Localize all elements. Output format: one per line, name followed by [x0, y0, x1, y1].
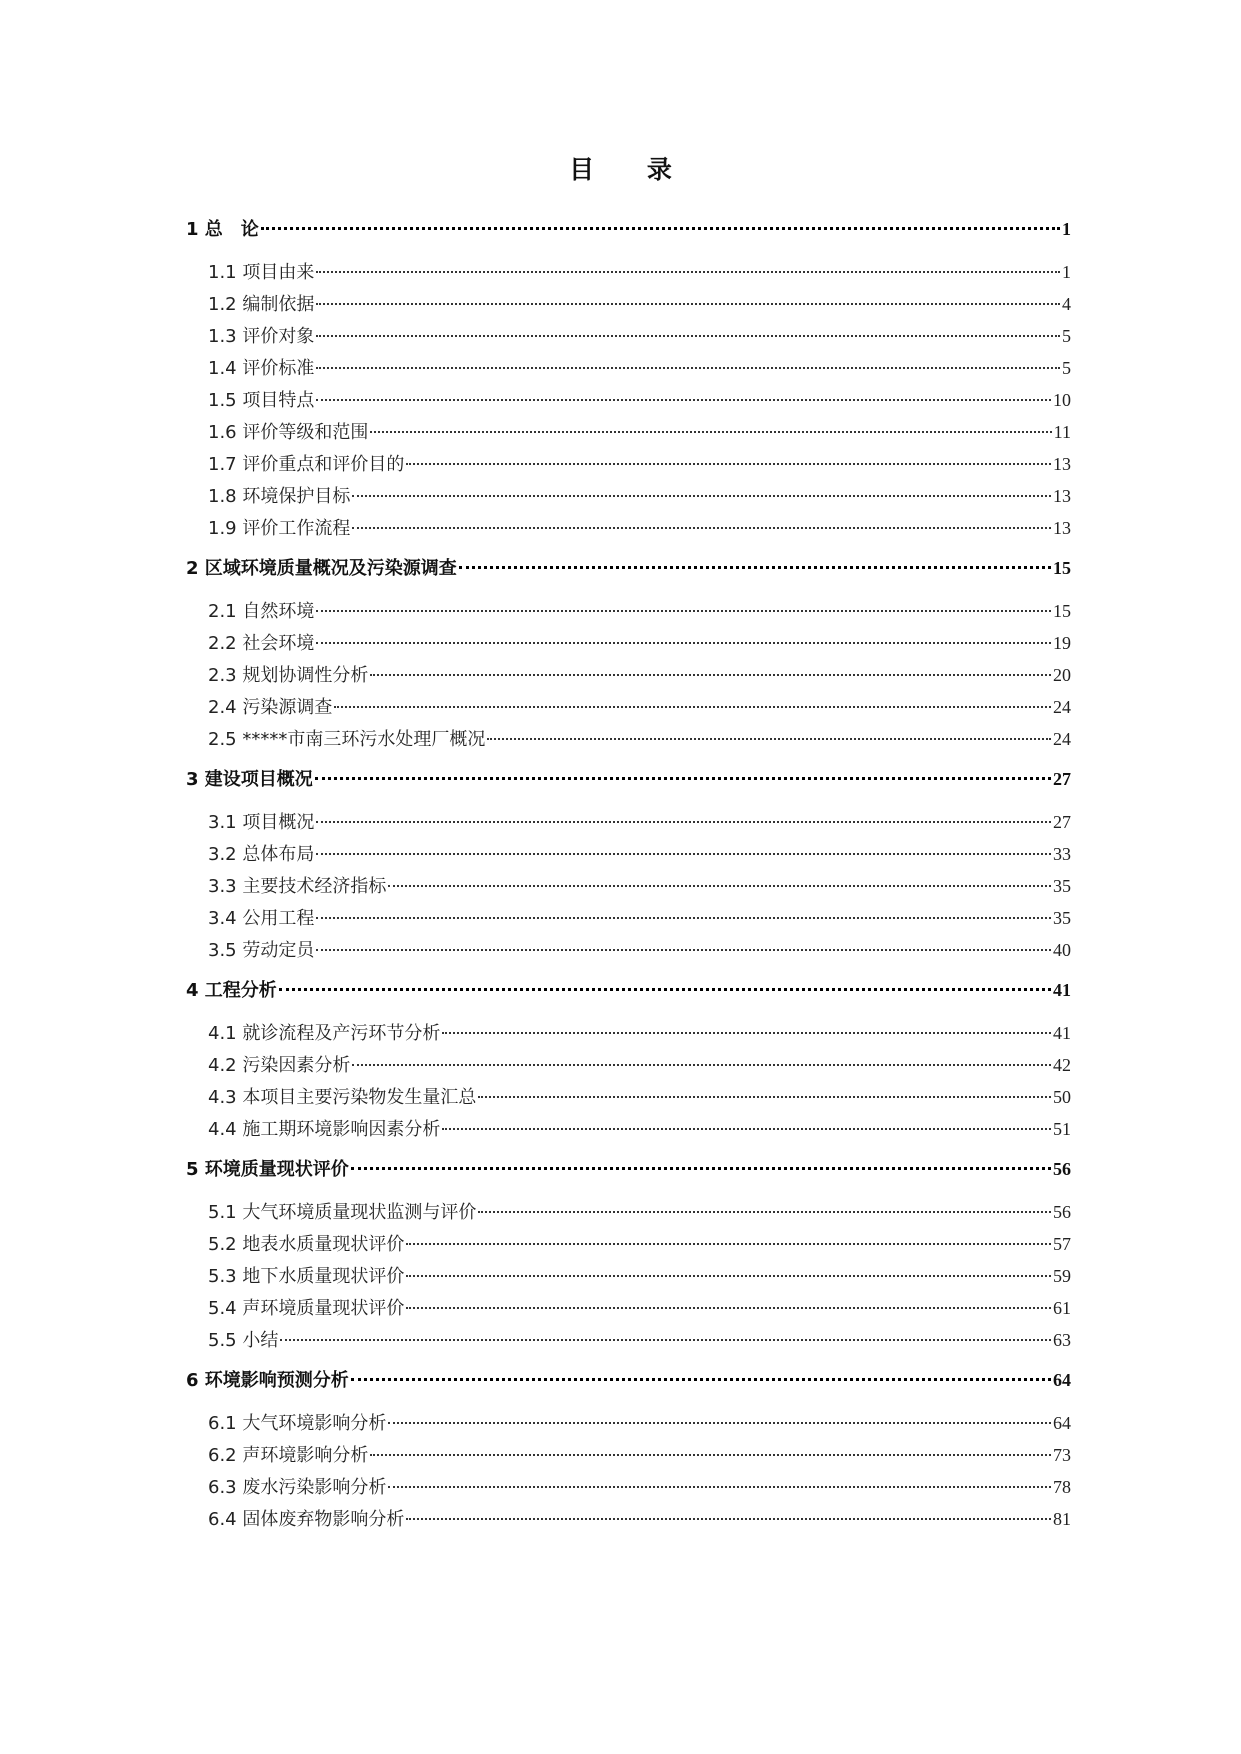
toc-section-label: 2.1 自然环境 [208, 601, 315, 622]
toc-leader-dots [406, 1242, 1051, 1245]
toc-page-number: 35 [1053, 908, 1071, 928]
toc-section-entry[interactable] [186, 806, 1071, 838]
toc-section-label: 1.4 评价标准 [208, 358, 315, 379]
toc-chapter [186, 974, 1071, 1145]
toc-section-label: 5.2 地表水质量现状评价 [208, 1234, 405, 1255]
toc-section-entry[interactable] [186, 870, 1071, 902]
toc-chapter [186, 552, 1071, 755]
toc-section-entry[interactable] [186, 595, 1071, 627]
toc-leader-dots [316, 334, 1060, 337]
toc-section-entry[interactable] [186, 659, 1071, 691]
toc-section-label: 2.2 社会环境 [208, 633, 315, 654]
toc-leader-dots [316, 398, 1051, 401]
toc-page-number: 24 [1053, 729, 1071, 749]
toc-chapter-entry[interactable] [186, 974, 1071, 1006]
toc-section-label: 5.1 大气环境质量现状监测与评价 [208, 1202, 477, 1223]
toc-page-number: 5 [1062, 326, 1071, 346]
toc-chapter-label: 6 环境影响预测分析 [186, 1370, 349, 1391]
toc-leader-dots [478, 1210, 1051, 1213]
toc-section-label: 5.3 地下水质量现状评价 [208, 1266, 405, 1287]
toc-page-number: 61 [1053, 1298, 1071, 1318]
toc-chapter-entry[interactable] [186, 1153, 1071, 1185]
toc-leader-dots [370, 1453, 1051, 1456]
toc-section-entry[interactable] [186, 934, 1071, 966]
toc-section-label: 3.5 劳动定员 [208, 940, 315, 961]
toc-section-entry[interactable] [186, 1196, 1071, 1228]
toc-section-label: 1.5 项目特点 [208, 390, 315, 411]
toc-section-entry[interactable] [186, 1439, 1071, 1471]
toc-page-number: 19 [1053, 633, 1071, 653]
toc-chapter [186, 763, 1071, 966]
toc-leader-dots [388, 1485, 1051, 1488]
toc-leader-dots [316, 948, 1051, 951]
toc-leader-dots [370, 673, 1051, 676]
toc-chapter [186, 1153, 1071, 1356]
toc-page-number: 1 [1062, 262, 1071, 282]
toc-chapter-entry[interactable] [186, 763, 1071, 795]
toc-page-number: 35 [1053, 876, 1071, 896]
toc-leader-dots [352, 1063, 1051, 1066]
table-of-contents [186, 213, 1071, 1535]
toc-leader-dots [370, 430, 1051, 433]
toc-leader-dots [442, 1031, 1051, 1034]
toc-section-entry[interactable] [186, 1017, 1071, 1049]
toc-section-label: 1.8 环境保护目标 [208, 486, 351, 507]
toc-section-entry[interactable] [186, 1324, 1071, 1356]
toc-leader-dots [316, 366, 1060, 369]
toc-page-number: 33 [1053, 844, 1071, 864]
toc-page-number: 81 [1053, 1509, 1071, 1529]
toc-section-label: 1.7 评价重点和评价目的 [208, 454, 405, 475]
toc-page-number: 15 [1053, 601, 1071, 621]
toc-page-number: 24 [1053, 697, 1071, 717]
toc-section-entry[interactable] [186, 1113, 1071, 1145]
toc-leader-dots [442, 1127, 1051, 1130]
toc-section-label: 4.2 污染因素分析 [208, 1055, 351, 1076]
toc-chapter [186, 213, 1071, 544]
toc-page-number: 56 [1053, 1159, 1071, 1179]
toc-leader-dots [388, 1421, 1051, 1424]
toc-page-number: 4 [1062, 294, 1071, 314]
toc-leader-dots [406, 1274, 1051, 1277]
toc-page-number: 59 [1053, 1266, 1071, 1286]
toc-page-number: 5 [1062, 358, 1071, 378]
toc-leader-dots [352, 526, 1051, 529]
toc-section-entry[interactable] [186, 256, 1071, 288]
toc-section-label: 3.3 主要技术经济指标 [208, 876, 387, 897]
toc-leader-dots [478, 1095, 1051, 1098]
toc-leader-dots [316, 641, 1051, 644]
toc-page-number: 56 [1053, 1202, 1071, 1222]
toc-leader-dots [261, 226, 1060, 230]
toc-page-number: 13 [1053, 518, 1071, 538]
toc-section-entry[interactable] [186, 384, 1071, 416]
toc-page-number: 27 [1053, 812, 1071, 832]
toc-leader-dots [316, 302, 1060, 305]
toc-chapter [186, 1364, 1071, 1535]
toc-page-number: 78 [1053, 1477, 1071, 1497]
toc-leader-dots [280, 1338, 1051, 1341]
toc-section-label: 6.2 声环境影响分析 [208, 1445, 369, 1466]
toc-page-number: 41 [1053, 980, 1071, 1000]
toc-leader-dots [316, 609, 1051, 612]
toc-chapter-label: 4 工程分析 [186, 980, 277, 1001]
toc-leader-dots [406, 462, 1051, 465]
toc-leader-dots [316, 270, 1060, 273]
toc-section-entry[interactable] [186, 416, 1071, 448]
toc-section-entry[interactable] [186, 902, 1071, 934]
toc-section-entry[interactable] [186, 838, 1071, 870]
toc-section-label: 2.4 污染源调查 [208, 697, 333, 718]
toc-section-label: 4.4 施工期环境影响因素分析 [208, 1119, 441, 1140]
toc-chapter-entry[interactable] [186, 552, 1071, 584]
toc-section-entry[interactable] [186, 512, 1071, 544]
toc-section-label: 1.2 编制依据 [208, 294, 315, 315]
toc-leader-dots [316, 852, 1051, 855]
toc-leader-dots [351, 1166, 1051, 1170]
toc-page-number: 11 [1053, 422, 1071, 442]
toc-section-entry[interactable] [186, 1292, 1071, 1324]
toc-leader-dots [334, 705, 1051, 708]
toc-section-entry[interactable] [186, 352, 1071, 384]
toc-leader-dots [388, 884, 1051, 887]
toc-leader-dots [315, 776, 1051, 780]
toc-section-label: 2.5 *****市南三环污水处理厂概况 [208, 729, 486, 750]
toc-leader-dots [351, 1377, 1051, 1381]
toc-section-entry[interactable] [186, 480, 1071, 512]
toc-page-number: 57 [1053, 1234, 1071, 1254]
toc-section-entry[interactable] [186, 1081, 1071, 1113]
toc-section-label: 3.2 总体布局 [208, 844, 315, 865]
toc-section-entry[interactable] [186, 627, 1071, 659]
toc-section-label: 3.1 项目概况 [208, 812, 315, 833]
toc-section-entry[interactable] [186, 1049, 1071, 1081]
toc-chapter-entry[interactable] [186, 213, 1071, 245]
toc-section-label: 5.5 小结 [208, 1330, 279, 1351]
toc-section-label: 2.3 规划协调性分析 [208, 665, 369, 686]
toc-section-entry[interactable] [186, 320, 1071, 352]
toc-section-entry[interactable] [186, 691, 1071, 723]
toc-section-entry[interactable] [186, 1228, 1071, 1260]
toc-page-number: 15 [1053, 558, 1071, 578]
toc-leader-dots [316, 916, 1051, 919]
toc-section-entry[interactable] [186, 1471, 1071, 1503]
toc-page-number: 64 [1053, 1370, 1071, 1390]
toc-section-label: 6.1 大气环境影响分析 [208, 1413, 387, 1434]
toc-chapter-label: 3 建设项目概况 [186, 769, 313, 790]
toc-section-label: 6.4 固体废弃物影响分析 [208, 1509, 405, 1530]
toc-section-label: 4.1 就诊流程及产污环节分析 [208, 1023, 441, 1044]
toc-section-entry[interactable] [186, 288, 1071, 320]
toc-chapter-label: 5 环境质量现状评价 [186, 1159, 349, 1180]
toc-page-number: 40 [1053, 940, 1071, 960]
toc-section-label: 1.6 评价等级和范围 [208, 422, 369, 443]
toc-section-entry[interactable] [186, 1260, 1071, 1292]
toc-page-number: 64 [1053, 1413, 1071, 1433]
toc-section-label: 6.3 废水污染影响分析 [208, 1477, 387, 1498]
toc-page-number: 42 [1053, 1055, 1071, 1075]
toc-section-entry[interactable] [186, 1407, 1071, 1439]
toc-page-number: 41 [1053, 1023, 1071, 1043]
toc-page-number: 73 [1053, 1445, 1071, 1465]
toc-page-number: 13 [1053, 454, 1071, 474]
toc-page-number: 27 [1053, 769, 1071, 789]
toc-section-label: 4.3 本项目主要污染物发生量汇总 [208, 1087, 477, 1108]
toc-leader-dots [459, 565, 1051, 569]
toc-leader-dots [487, 737, 1051, 740]
toc-page-number: 20 [1053, 665, 1071, 685]
toc-chapter-label: 1 总 论 [186, 219, 259, 240]
toc-page-number: 63 [1053, 1330, 1071, 1350]
toc-leader-dots [406, 1306, 1051, 1309]
toc-page-number: 51 [1053, 1119, 1071, 1139]
toc-page-number: 13 [1053, 486, 1071, 506]
toc-leader-dots [316, 820, 1051, 823]
toc-chapter-entry[interactable] [186, 1364, 1071, 1396]
toc-page-number: 50 [1053, 1087, 1071, 1107]
toc-section-entry[interactable] [186, 448, 1071, 480]
toc-section-label: 1.9 评价工作流程 [208, 518, 351, 539]
toc-section-entry[interactable] [186, 723, 1071, 755]
toc-page-number: 1 [1062, 219, 1071, 239]
toc-leader-dots [279, 987, 1051, 991]
toc-section-label: 1.1 项目由来 [208, 262, 315, 283]
toc-chapter-label: 2 区域环境质量概况及污染源调查 [186, 558, 457, 579]
toc-section-label: 1.3 评价对象 [208, 326, 315, 347]
page-title: 目 录 [569, 155, 694, 184]
toc-page-number: 10 [1053, 390, 1071, 410]
toc-section-entry[interactable] [186, 1503, 1071, 1535]
toc-section-label: 5.4 声环境质量现状评价 [208, 1298, 405, 1319]
toc-leader-dots [352, 494, 1051, 497]
toc-section-label: 3.4 公用工程 [208, 908, 315, 929]
toc-leader-dots [406, 1517, 1051, 1520]
